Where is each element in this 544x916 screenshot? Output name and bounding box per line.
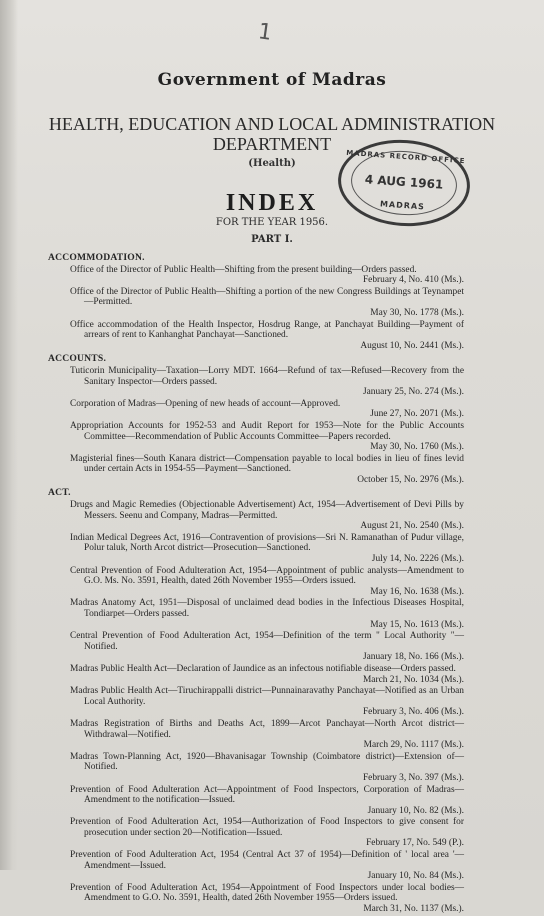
entry-reference: May 15, No. 1613 (Ms.). [370, 619, 464, 630]
entry-text: Indian Medical Degrees Act, 1916—Contravention of provisions—Sri N. Ramanathan of Pudur village, Polur taluk, North Arcot district—Prosecution—Sanctioned. [70, 532, 464, 554]
entry-text: Prevention of Food Adulteration Act, 1954—Authorization of Food Inspectors to give consent for prosecution under section 20—Notification—Issued. [70, 817, 464, 838]
entry-text: Madras Public Health Act—Tiruchirappalli district—Punnainaravathy Panchayat—Notified as an Urban Local Authority. [70, 686, 464, 707]
department-line-1: HEALTH, EDUCATION AND LOCAL ADMINISTRATION [48, 114, 496, 134]
index-entry [70, 883, 464, 915]
government-heading: Government of Madras [157, 70, 387, 90]
index-title: INDEX [225, 190, 319, 216]
stamp-date: 4 AUG 1961 [364, 172, 444, 192]
entry-text: Office accommodation of the Health Inspector, Hosdrug Range, at Panchayat Building—Payment of arrears of rent to Kanhanghat Panchayat—Sanctioned. [70, 319, 464, 341]
entry-text: Madras Registration of Births and Deaths Act, 1899—Arcot Panchayat—North Arcot district—Withdrawal—Notified. [70, 718, 464, 740]
entry-text: Madras Public Health Act—Declaration of Jaundice as an infectous notifiable disease—Orders passed. [70, 663, 456, 674]
entry-reference: February 3, No. 397 (Ms.). [362, 772, 464, 783]
entry-text: Office of the Director of Public Health—Shifting a portion of the new Congress Buildings at Teynampet—Permitted. [70, 286, 464, 308]
index-entry [70, 664, 464, 685]
handwritten-mark: 1 [256, 19, 273, 46]
entry-text: Prevention of Food Adulteration Act, 1954—Appointment of Food Inspectors under local bodies—Amendment to G.O. No. 3591, Health, dated 26th November 1955—Orders issued. [70, 882, 464, 904]
index-entry [70, 533, 464, 565]
entry-reference: January 18, No. 166 (Ms.). [362, 652, 464, 663]
entry-text: Central Prevention of Food Adulteration Act, 1954—Appointment of public analysts—Amendment to G.O. Ms. No. 3591, Health, dated 26th November 1955—Orders issued. [70, 565, 464, 587]
page-edge-shadow [0, 0, 18, 870]
entry-reference: March 29, No. 1117 (Ms.). [363, 740, 464, 751]
index-entry [70, 454, 464, 486]
entry-text: Tuticorin Municipality—Taxation—Lorry MDT. 1664—Refund of tax—Refused—Recovery from the Sanitary Inspector—Orders passed. [70, 365, 464, 387]
index-entry [70, 287, 464, 319]
entry-reference: February 4, No. 410 (Ms.). [362, 275, 464, 286]
index-entry [70, 421, 464, 453]
year-line: FOR THE YEAR 1956. [215, 217, 329, 228]
entry-text: Madras Anatomy Act, 1951—Disposal of unclaimed dead bodies in the Infectious Diseases Hospital, Tondiarpet—Orders passed. [70, 598, 464, 619]
stamp-bottom-text: MADRAS [379, 199, 426, 212]
index-entry [70, 817, 464, 849]
entry-text: Magisterial fines—South Kanara district—Compensation payable to local bodies in lieu of fines levid under certain Acts in 1954-55—Payment—Sanctioned. [70, 453, 464, 475]
stamp-top-text: MADRAS RECORD OFFICE [345, 148, 466, 166]
entry-text: Office of the Director of Public Health—Shifting from the present building—Orders passed. [70, 264, 417, 275]
index-entry [70, 566, 464, 598]
index-entry [70, 631, 464, 663]
entry-reference: February 17, No. 549 (P.). [366, 838, 464, 849]
entry-reference: August 10, No. 2441 (Ms.). [360, 340, 464, 351]
entry-reference: January 10, No. 82 (Ms.). [367, 805, 464, 816]
sub-department: (Health) [248, 158, 296, 169]
index-entry [70, 850, 464, 882]
index-entry [70, 719, 464, 751]
index-content [48, 250, 464, 916]
index-entry [70, 752, 464, 784]
entry-reference: May 16, No. 1638 (Ms.). [370, 586, 464, 597]
entry-reference: March 31, No. 1137 (Ms.). [363, 904, 464, 915]
index-entry [70, 320, 464, 352]
index-entry [70, 399, 464, 420]
entry-text: Prevention of Food Adulteration Act, 1954 (Central Act 37 of 1954)—Definition of ' local area '—Amendment—Issued. [70, 850, 464, 871]
index-entry [70, 598, 464, 630]
index-entry [70, 265, 464, 286]
entry-reference: February 3, No. 406 (Ms.). [362, 707, 464, 718]
entry-reference: August 21, No. 2540 (Ms.). [360, 521, 464, 532]
entry-reference: January 10, No. 84 (Ms.). [367, 871, 464, 882]
index-entry [70, 500, 464, 532]
entry-reference: May 30, No. 1778 (Ms.). [370, 307, 464, 318]
entry-reference: June 27, No. 2071 (Ms.). [370, 409, 464, 420]
entry-text: Prevention of Food Adulteration Act—Appointment of Food Inspectors, Corporation of Madras—Amendment to the notification—Issued. [70, 784, 464, 806]
entry-reference: March 21, No. 1034 (Ms.). [362, 674, 464, 685]
section-heading: ACCOMMODATION. [48, 252, 145, 263]
entry-reference: October 15, No. 2976 (Ms.). [357, 474, 464, 485]
index-entry [70, 686, 464, 718]
index-entry [70, 785, 464, 817]
entry-reference: July 14, No. 2226 (Ms.). [371, 554, 464, 565]
entry-reference: May 30, No. 1760 (Ms.). [370, 442, 464, 453]
section-heading: ACCOUNTS. [48, 353, 107, 365]
entry-text: Appropriation Accounts for 1952-53 and Audit Report for 1953—Note for the Public Accounts Committee—Recommendation of Public Accounts Committee—Papers recorded. [70, 420, 464, 442]
section-heading: ACT. [48, 487, 71, 499]
entry-text: Corporation of Madras—Opening of new heads of account—Approved. [70, 398, 341, 409]
entry-text: Madras Town-Planning Act, 1920—Bhavanisagar Township (Coimbatore district)—Extension of—Notified. [70, 751, 464, 773]
entry-text: Drugs and Magic Remedies (Objectionable Advertisement) Act, 1954—Advertisement of Devi Pills by Messers. Seenu and Company, Madras—Permitted. [70, 500, 464, 521]
department-line-2: DEPARTMENT [212, 134, 332, 154]
entry-reference: January 25, No. 274 (Ms.). [362, 387, 464, 398]
index-entry [70, 366, 464, 398]
part-label: PART I. [251, 234, 293, 245]
entry-text: Central Prevention of Food Adulteration Act, 1954—Definition of the term " Local Authority "—Notified. [70, 631, 464, 652]
